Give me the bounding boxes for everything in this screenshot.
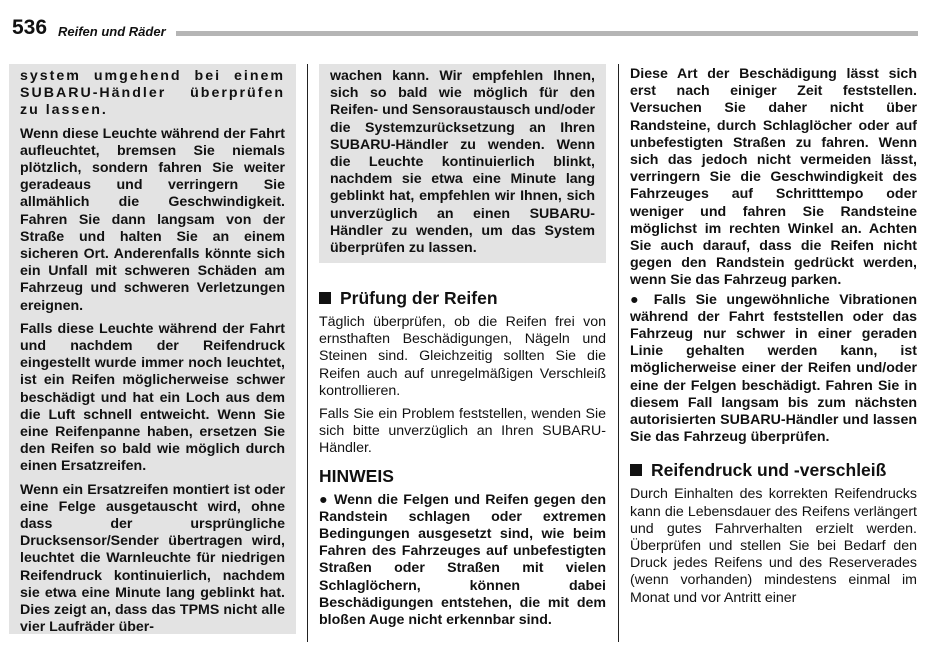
column-divider <box>618 64 619 642</box>
column-divider <box>307 64 308 642</box>
heading-pruefung-der-reifen: Prüfung der Reifen <box>340 288 498 308</box>
body-paragraph: Durch Einhalten des korrekten Reifendrucks kann die Lebensdauer des Reifens verlängert und gutes Fahrverhalten erzielt werden. Überprüfen und stellen Sie bei Bedarf den Druck jedes Reifens und des Reserverades (wenn vorhanden) mindestens einmal im Monat und vor Antritt einer <box>630 486 917 606</box>
heading-reifendruck: Reifendruck und -verschleiß <box>651 460 887 481</box>
warning-paragraph: system umgehend bei einem SUBARU-Händler überprüfen zu lassen. <box>20 68 285 119</box>
warning-paragraph: Wenn diese Leuchte während der Fahrt aufleuchtet, bremsen Sie niemals plötzlich, sondern fahren Sie weiter geradeaus und verringern Sie allmählich die Geschwindigkeit. Fahren Sie dann langsam von der Straße und halten Sie an einem sicheren Ort. Anderenfalls könnte sich ein Unfall mit schweren Schäden am Fahrzeug und schweren Verletzungen ereignen. <box>20 125 285 314</box>
warning-paragraph: Wenn ein Ersatzreifen montiert ist oder eine Felge ausgetauscht wird, ohne dass der ursprüngliche Drucksensor/Sender übertragen wird, leuchtet die Warnleuchte für niedrigen Reifendruck kontinuierlich, nachdem sie etwa eine Minute lang geblinkt hat. Dies zeigt an, dass das TPMS nicht alle vier Laufräder über- <box>20 481 285 636</box>
square-bullet-icon <box>630 464 642 476</box>
section-heading <box>319 288 606 308</box>
column-middle-content <box>319 276 606 635</box>
note-heading: HINWEIS <box>319 465 394 486</box>
column-right-content <box>630 66 917 613</box>
body-paragraph: Falls Sie ein Problem feststellen, wenden Sie sich bitte unverzüglich an Ihren SUBARU-Händler. <box>319 406 606 457</box>
warning-box-middle <box>319 64 606 263</box>
warning-paragraph: wachen kann. Wir empfehlen Ihnen, sich so bald wie möglich für den Reifen- und Sensoraustausch und/oder die Systemzurücksetzung an Ihren SUBARU-Händler zu wenden. Wenn die Leuchte kontinuierlich blinkt, nachdem sie etwa eine Minute lang geblinkt hat, empfehlen wir Ihnen, sich unverzüglich an einen SUBARU-Händler zu wenden, um das System überprüfen zu lassen. <box>330 68 595 257</box>
header-rule <box>176 31 918 36</box>
section-title: Reifen und Räder <box>58 24 166 39</box>
page-number: 536 <box>12 16 48 39</box>
note-paragraph: ● Wenn die Felgen und Reifen gegen den Randstein schlagen oder extremen Bedingungen ausgesetzt sind, wie beim Fahren des Fahrzeuges auf unbefestigten Straßen oder Straßen mit vielen Schlaglöchern, können dabei Beschädigungen entstehen, die mit dem bloßen Auge nicht erkennbar sind. <box>319 491 606 629</box>
warning-paragraph: Falls diese Leuchte während der Fahrt und nachdem der Reifendruck eingestellt wurde immer noch leuchtet, ist ein Reifen möglicherweise schwer beschädigt und hat ein Loch aus dem die Luft schnell entweicht. Wenn Sie eine Reifenpanne haben, ersetzen Sie den Reifen so bald wie möglich durch einen Ersatzreifen. <box>20 320 285 475</box>
warning-box-left <box>9 64 296 634</box>
section-heading <box>630 460 917 480</box>
page-header <box>0 0 950 44</box>
note-paragraph: ● Falls Sie ungewöhnliche Vibrationen während der Fahrt feststellen oder das Fahrzeug nur schwer in einer geraden Linie gehalten werden kann, ist möglicherweise einer der Reifen und/oder eine der Felgen beschädigt. Fahren Sie in diesem Fall langsam bis zum nächsten autorisierten SUBARU-Händler und lassen Sie das Fahrzeug überprüfen. <box>630 291 917 446</box>
note-paragraph: Diese Art der Beschädigung lässt sich erst nach einiger Zeit feststellen. Versuchen Sie daher nicht über Randsteine, durch Schlaglöcher oder auf unbefestigten Straßen zu fahren. Wenn sich das jedoch nicht vermeiden lässt, verringern Sie die Geschwindigkeit des Fahrzeuges auf Schritttempo oder weniger und fahren Sie Randsteine möglichst im rechten Winkel an. Achten Sie auch darauf, dass die Reifen nicht gegen den Randstein gedrückt werden, wenn Sie das Fahrzeug parken. <box>630 66 917 289</box>
square-bullet-icon <box>319 292 331 304</box>
body-paragraph: Täglich überprüfen, ob die Reifen frei von ernsthaften Beschädigungen, Nägeln und Steinen sind. Gleichzeitig sollten Sie die Reifen auch auf unregelmäßigen Verschleiß kontrollieren. <box>319 314 606 399</box>
